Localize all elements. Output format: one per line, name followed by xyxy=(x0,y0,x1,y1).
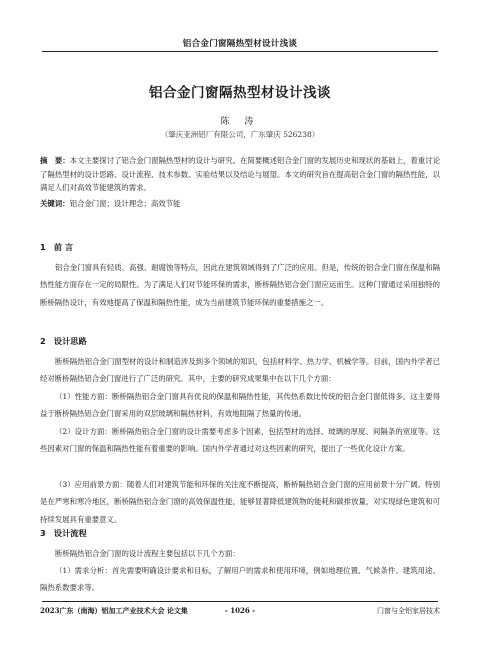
section-heading: 2 设计思路 xyxy=(40,336,87,346)
abstract-text: 本文主要探讨了铝合金门窗隔热型材的设计与研究。在简要概述铝合金门窗的发展历史和现状的基础上，着重讨论了隔热型材的设计思路、设计流程、技术参数、实验结果以及结论与展望。本文的研究旨在提高铝合金门窗的隔热性能，以满足人们对高效节能建筑的需求。 xyxy=(40,156,440,192)
section-heading: 3 设计流程 xyxy=(40,528,87,538)
footer-column-title: 门窗与全铝家居技术 xyxy=(377,607,440,615)
paragraph: 铝合金门窗具有轻质、高强、耐腐蚀等特点，因此在建筑领域得到了广泛的应用。但是，传统的铝合金门窗在保温和隔热性能方面存在一定的局限性。为了满足人们对节能环保的需求，断桥隔热铝合金门窗应运而生。这种门窗通过采用独特的断桥隔热设计，有效地提高了保温和隔热性能，成为当前建筑节能环保的重要措施之一。 xyxy=(40,263,440,307)
paragraph: （1）性能方面：断桥隔热铝合金门窗具有优良的保温和隔热性能，其传热系数比传统的铝合金门窗低得多。这主要得益于断桥隔热铝合金门窗采用的双层玻璃和隔热材料，有效地阻隔了热量的传递。 xyxy=(40,392,440,419)
paragraph: （3）应用前景方面：随着人们对建筑节能和环保的关注度不断提高，断桥隔热铝合金门窗的应用前景十分广阔。特别是在严寒和寒冷地区，断桥隔热铝合金门窗的高效保温性能，能够显著降低建筑物的能耗和碳排放量，对实现绿色建筑和可持续发展具有重要意义。 xyxy=(40,480,440,524)
page-number: - 1026 - xyxy=(224,606,256,615)
paragraph: （2）设计方面：断桥隔热铝合金门窗的设计需要考虑多个因素，包括型材的选择、玻璃的厚度、间隔条的宽度等。这些因素对门窗的保温和隔热性能有着重要的影响。国内外学者通过对这些因素的研究，提出了一些优化设计方案。 xyxy=(40,427,440,454)
keywords-label: 关键词： xyxy=(40,199,70,208)
abstract-label: 摘 要： xyxy=(40,156,70,165)
paper-title: 铝合金门窗隔热型材设计浅谈 xyxy=(149,85,331,101)
header-rule xyxy=(42,51,438,52)
paragraph: （1）需求分析：首先需要明确设计要求和目标，了解用户的需求和使用环境，例如地理位置、气候条件、建筑用途、隔热系数要求等。 xyxy=(40,566,440,593)
keywords-text: 铝合金门窗；设计理念；高效节能 xyxy=(69,199,181,208)
author-name: 陈 涛 xyxy=(220,117,260,127)
affiliation: （肇庆亚洲铝厂有限公司，广东肇庆 526238） xyxy=(160,130,320,139)
keywords xyxy=(40,198,440,209)
section-heading: 1 前 言 xyxy=(40,242,74,252)
paragraph: 断桥隔热铝合金门窗的设计流程主要包括以下几个方面： xyxy=(55,549,240,558)
abstract xyxy=(40,154,440,195)
paragraph: 断桥隔热铝合金门窗型材的设计和制造涉及到多个领域的知识，包括材料学、热力学、机械学等。目前，国内外学者已经对断桥隔热铝合金门窗进行了广泛的研究。其中，主要的研究成果集中在以下几个方面： xyxy=(40,357,440,384)
footer-rule xyxy=(42,601,438,602)
running-header: 铝合金门窗隔热型材设计浅谈 xyxy=(182,39,298,49)
footer-proceedings: 2023广东（南海）铝加工产业技术大会 论文集 xyxy=(40,606,188,615)
